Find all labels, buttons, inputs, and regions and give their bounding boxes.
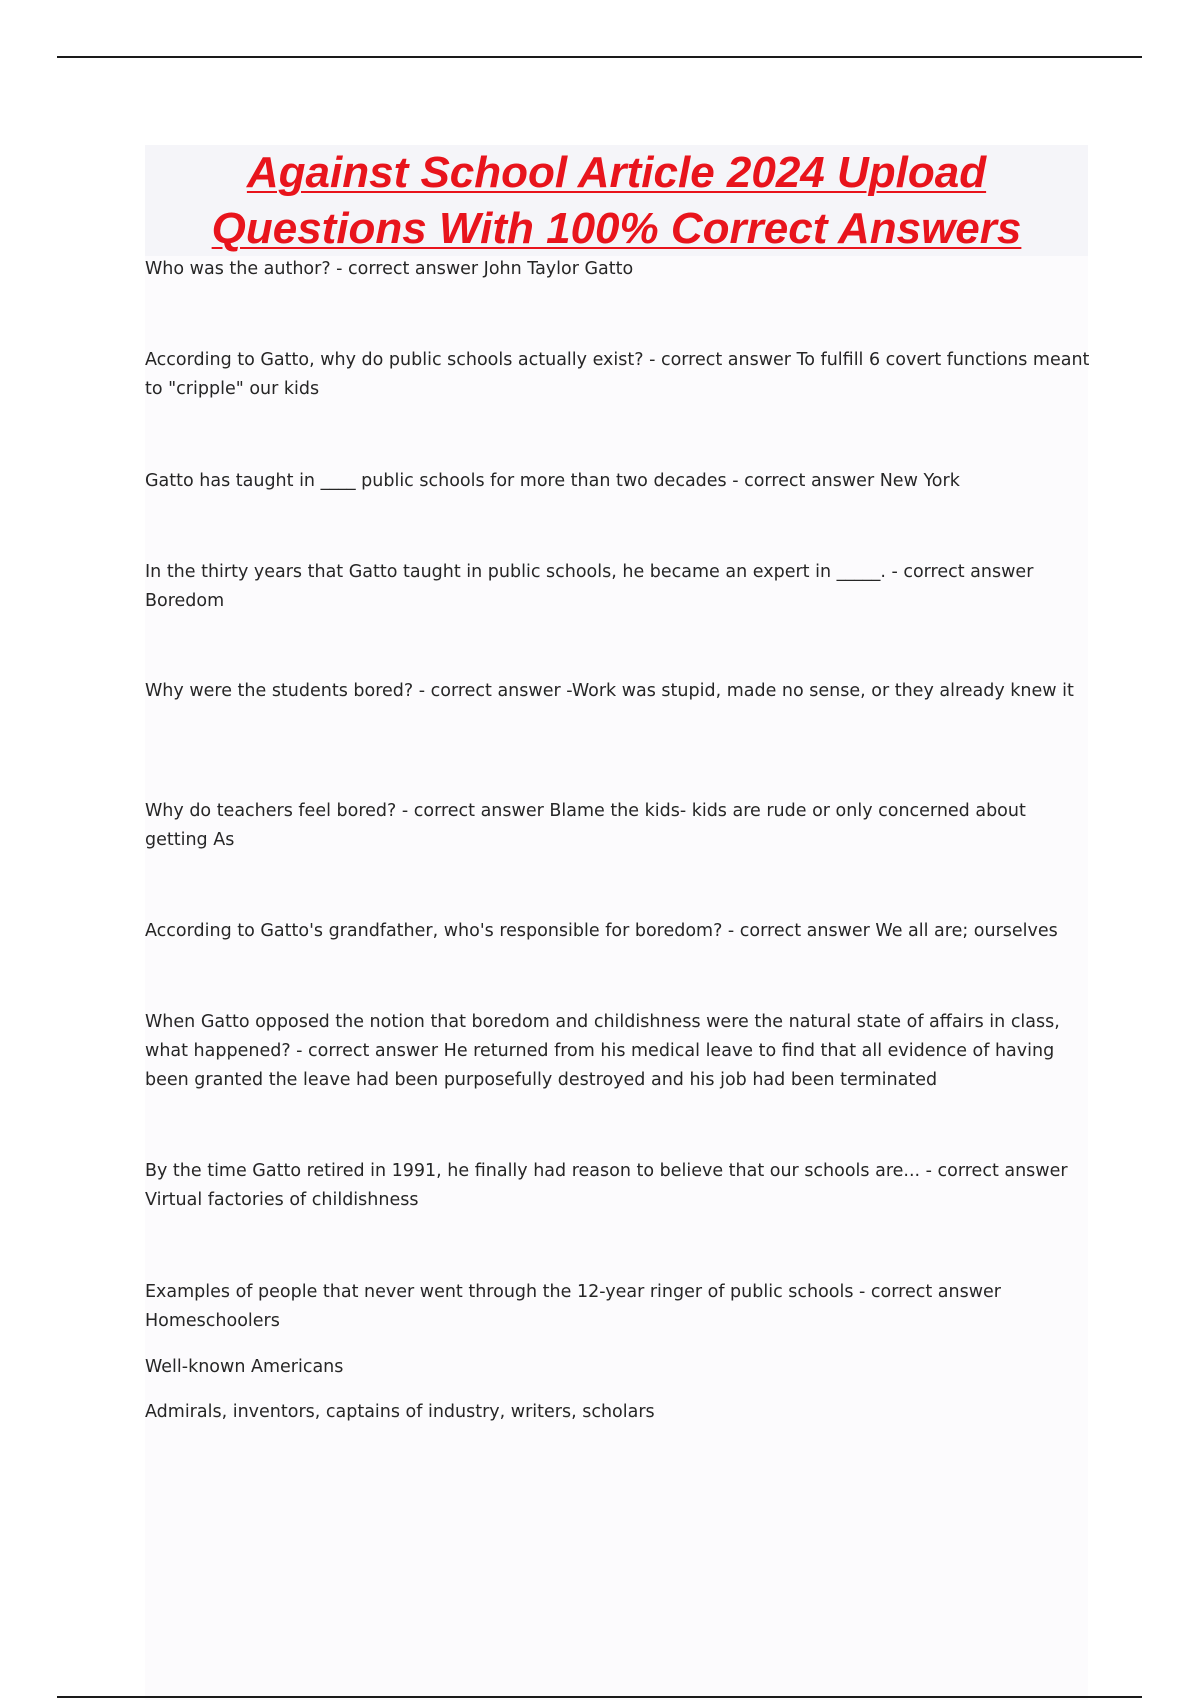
bottom-rule xyxy=(57,1696,1142,1698)
qa-entry: By the time Gatto retired in 1991, he finally had reason to believe that our schools are... - correct answer Virtual factories of childishness xyxy=(145,1161,1068,1210)
qa-entry: Well-known Americans xyxy=(145,1357,344,1377)
qa-entry: Examples of people that never went through the 12-year ringer of public schools - correct answer Homeschoolers xyxy=(145,1282,1001,1331)
qa-entry: Why do teachers feel bored? - correct answer Blame the kids- kids are rude or only concerned about getting As xyxy=(145,801,1026,850)
qa-entry: In the thirty years that Gatto taught in public schools, he became an expert in _____. - correct answer Boredom xyxy=(145,562,1034,611)
title-line-2: Questions With 100% Correct Answers xyxy=(211,204,1022,253)
document-title xyxy=(145,145,1088,256)
qa-entry: Who was the author? - correct answer John Taylor Gatto xyxy=(145,259,634,279)
top-rule xyxy=(57,56,1142,58)
qa-entry: According to Gatto, why do public schools actually exist? - correct answer To fulfill 6 covert functions meant to "cripple" our kids xyxy=(145,350,1090,399)
qa-entry: Gatto has taught in ____ public schools for more than two decades - correct answer New York xyxy=(145,471,960,491)
title-line-1: Against School Article 2024 Upload xyxy=(246,148,987,197)
qa-entry: Why were the students bored? - correct answer -Work was stupid, made no sense, or they already knew it xyxy=(145,681,1074,701)
qa-entry: Admirals, inventors, captains of industry, writers, scholars xyxy=(145,1402,655,1422)
qa-entry: When Gatto opposed the notion that boredom and childishness were the natural state of affairs in class, what happened? - correct answer He returned from his medical leave to find that all evidence of having been granted the leave had been purposefully destroyed and his job had been terminated xyxy=(145,1012,1060,1090)
qa-entry: According to Gatto's grandfather, who's responsible for boredom? - correct answer We all are; ourselves xyxy=(145,921,1058,941)
